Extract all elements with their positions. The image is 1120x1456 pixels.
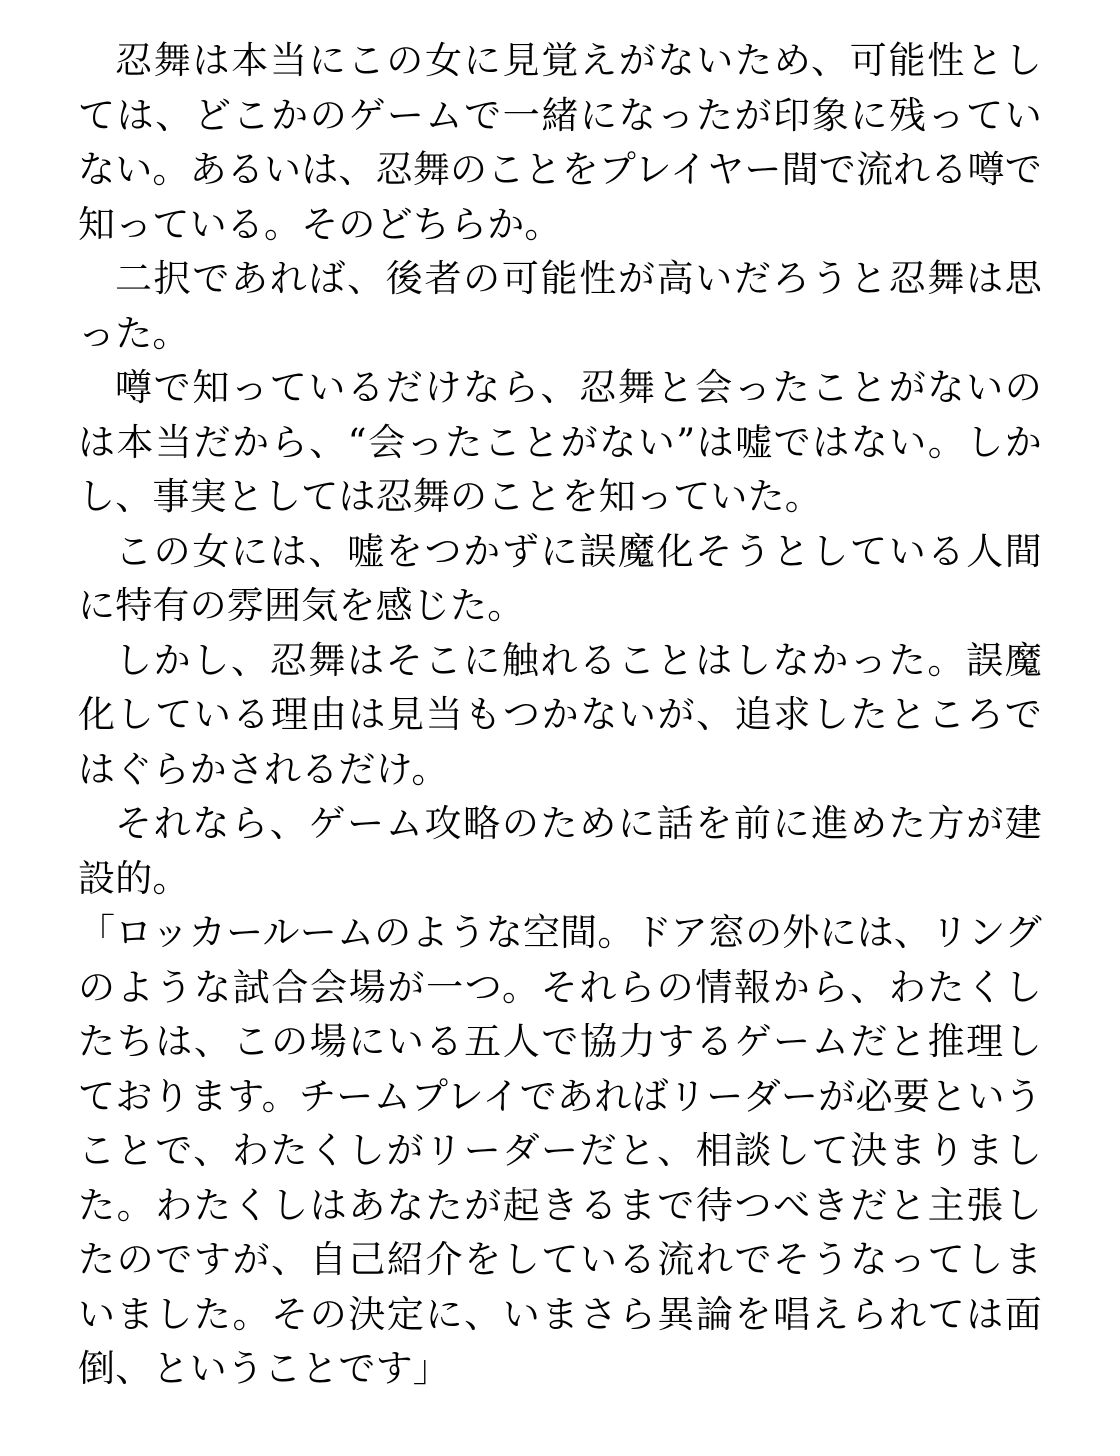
paragraph: 忍舞は本当にこの女に見覚えがないため、可能性としては、どこかのゲームで一緒になったが印象に残っていない。あるいは、忍舞のことをプレイヤー間で流れる噂で知っている。そのどちらか。	[78, 39, 1042, 246]
page-body	[78, 34, 1042, 1397]
paragraph: 噂で知っているだけなら、忍舞と会ったことがないのは本当だから、“会ったことがない”は嘘ではない。しかし、事実としては忍舞のことを知っていた。	[78, 366, 1042, 518]
paragraph: 二択であれば、後者の可能性が高いだろうと忍舞は思った。	[78, 257, 1042, 355]
paragraph: この女には、嘘をつかずに誤魔化そうとしている人間に特有の雰囲気を感じた。	[78, 529, 1042, 627]
paragraph-dialogue: 「ロッカールームのような空間。ドア窓の外には、リングのような試合会場が一つ。それらの情報から、わたくしたちは、この場にいる五人で協力するゲームだと推理しております。チームプレイであればリーダーが必要ということで、わたくしがリーダーだと、相談して決まりました。わたくしはあなたが起きるまで待つべきだと主張したのですが、自己紹介をしている流れでそうなってしまいました。その決定に、いまさら異論を唱えられては面倒、ということです」	[78, 911, 1042, 1390]
paragraph: それなら、ゲーム攻略のために話を前に進めた方が建設的。	[78, 802, 1042, 900]
paragraph: しかし、忍舞はそこに触れることはしなかった。誤魔化している理由は見当もつかないが、追求したところではぐらかされるだけ。	[78, 638, 1042, 791]
